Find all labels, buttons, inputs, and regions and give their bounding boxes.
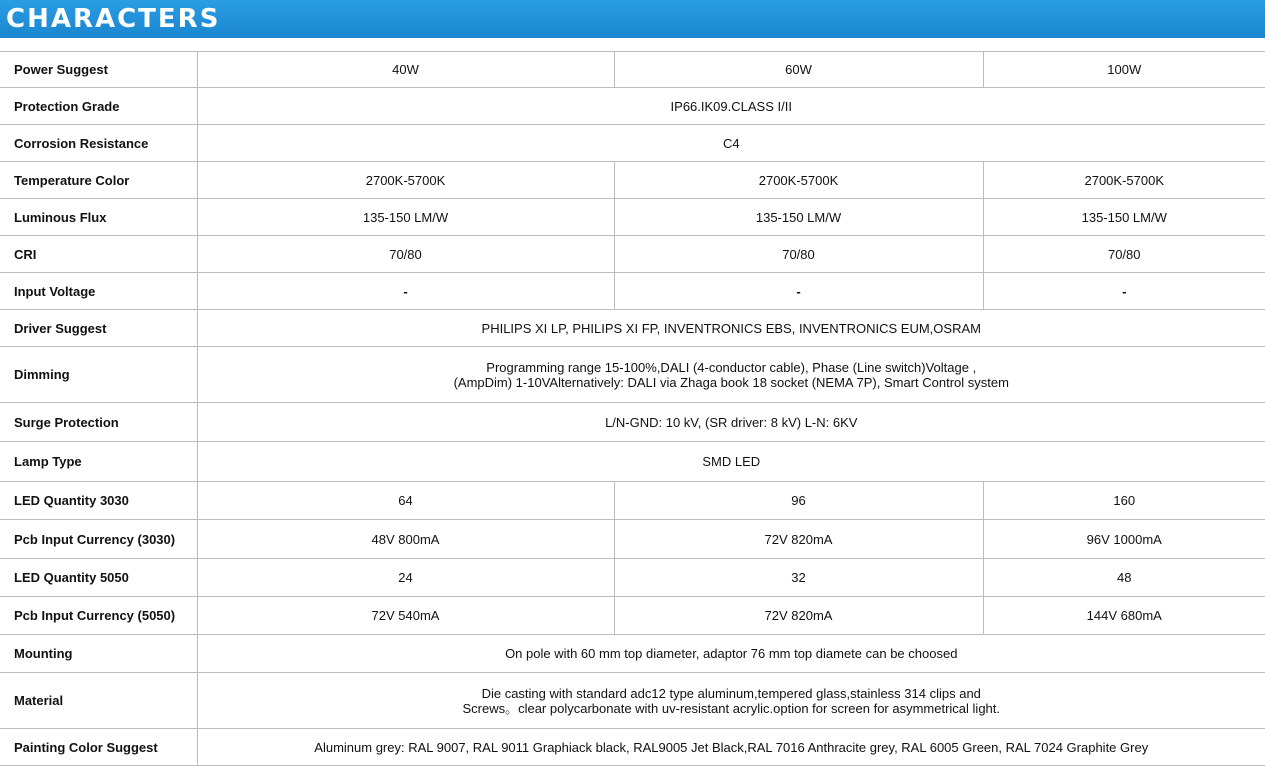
cell-value: C4 — [197, 125, 1265, 162]
cell-value — [197, 347, 1265, 403]
cell-value: 72V 540mA — [197, 597, 614, 635]
row-label-material: Material — [0, 673, 197, 729]
cell-value: 24 — [197, 559, 614, 597]
table-row — [0, 729, 1265, 766]
cell-value: 100W — [983, 52, 1265, 88]
table-row — [0, 347, 1265, 403]
table-row — [0, 482, 1265, 520]
cell-value: - — [197, 273, 614, 310]
cell-value: 2700K-5700K — [614, 162, 983, 199]
table-row — [0, 442, 1265, 482]
cell-value: 2700K-5700K — [197, 162, 614, 199]
row-label-painting: Painting Color Suggest — [0, 729, 197, 766]
cell-value: 40W — [197, 52, 614, 88]
cell-value: 70/80 — [197, 236, 614, 273]
row-label-cri: CRI — [0, 236, 197, 273]
cell-value: Aluminum grey: RAL 9007, RAL 9011 Graphiack black, RAL9005 Jet Black,RAL 7016 Anthracite grey, RAL 6005 Green, RAL 7024 Graphite Grey — [197, 729, 1265, 766]
row-label-power: Power Suggest — [0, 52, 197, 88]
table-row — [0, 88, 1265, 125]
row-label-voltage: Input Voltage — [0, 273, 197, 310]
row-label-led3030: LED Quantity 3030 — [0, 482, 197, 520]
cell-value: 135-150 LM/W — [614, 199, 983, 236]
table-row — [0, 520, 1265, 559]
row-label-protection: Protection Grade — [0, 88, 197, 125]
cell-value: PHILIPS XI LP, PHILIPS XI FP, INVENTRONICS EBS, INVENTRONICS EUM,OSRAM — [197, 310, 1265, 347]
cell-value: 70/80 — [614, 236, 983, 273]
table-row — [0, 162, 1265, 199]
table-row — [0, 310, 1265, 347]
table-row — [0, 125, 1265, 162]
cell-value: SMD LED — [197, 442, 1265, 482]
cell-value: 48 — [983, 559, 1265, 597]
cell-value: On pole with 60 mm top diameter, adaptor 76 mm top diamete can be choosed — [197, 635, 1265, 673]
cell-value: - — [983, 273, 1265, 310]
cell-value: 64 — [197, 482, 614, 520]
cell-value: - — [614, 273, 983, 310]
table-row — [0, 236, 1265, 273]
row-label-led5050: LED Quantity 5050 — [0, 559, 197, 597]
table-row — [0, 273, 1265, 310]
material-line-1: Die casting with standard adc12 type aluminum,tempered glass,stainless 314 clips and — [481, 685, 981, 701]
cell-value: 60W — [614, 52, 983, 88]
spec-table — [0, 51, 1265, 766]
table-row — [0, 635, 1265, 673]
table-row — [0, 52, 1265, 88]
row-label-pcb5050: Pcb Input Currency (5050) — [0, 597, 197, 635]
dimming-line-1: Programming range 15-100%,DALI (4-conductor cable), Phase (Line switch)Voltage , — [486, 359, 977, 375]
row-label-flux: Luminous Flux — [0, 199, 197, 236]
table-row — [0, 673, 1265, 729]
dimming-line-2: (AmpDim) 1-10VAlternatively: DALI via Zhaga book 18 socket (NEMA 7P), Smart Control system — [453, 374, 1009, 390]
cell-value — [197, 673, 1265, 729]
table-row — [0, 403, 1265, 442]
cell-value: 32 — [614, 559, 983, 597]
table-row — [0, 559, 1265, 597]
material-line-2: Screws。clear polycarbonate with uv-resistant acrylic.option for screen for asymmetrical light. — [462, 700, 1001, 716]
row-label-mounting: Mounting — [0, 635, 197, 673]
row-label-pcb3030: Pcb Input Currency (3030) — [0, 520, 197, 559]
header-banner — [0, 0, 1265, 38]
cell-value: IP66.IK09.CLASS I/II — [197, 88, 1265, 125]
cell-value: 72V 820mA — [614, 520, 983, 559]
section-title: CHARACTERS — [6, 4, 221, 34]
row-label-corrosion: Corrosion Resistance — [0, 125, 197, 162]
cell-value: 70/80 — [983, 236, 1265, 273]
cell-value: 96 — [614, 482, 983, 520]
row-label-driver: Driver Suggest — [0, 310, 197, 347]
table-row — [0, 597, 1265, 635]
row-label-surge: Surge Protection — [0, 403, 197, 442]
cell-value: 48V 800mA — [197, 520, 614, 559]
cell-value: 135-150 LM/W — [197, 199, 614, 236]
cell-value: 135-150 LM/W — [983, 199, 1265, 236]
row-label-lamp: Lamp Type — [0, 442, 197, 482]
cell-value: 144V 680mA — [983, 597, 1265, 635]
row-label-temp: Temperature Color — [0, 162, 197, 199]
table-row — [0, 199, 1265, 236]
row-label-dimming: Dimming — [0, 347, 197, 403]
cell-value: 72V 820mA — [614, 597, 983, 635]
cell-value: 96V 1000mA — [983, 520, 1265, 559]
cell-value: 160 — [983, 482, 1265, 520]
cell-value: L/N-GND: 10 kV, (SR driver: 8 kV) L-N: 6KV — [197, 403, 1265, 442]
cell-value: 2700K-5700K — [983, 162, 1265, 199]
